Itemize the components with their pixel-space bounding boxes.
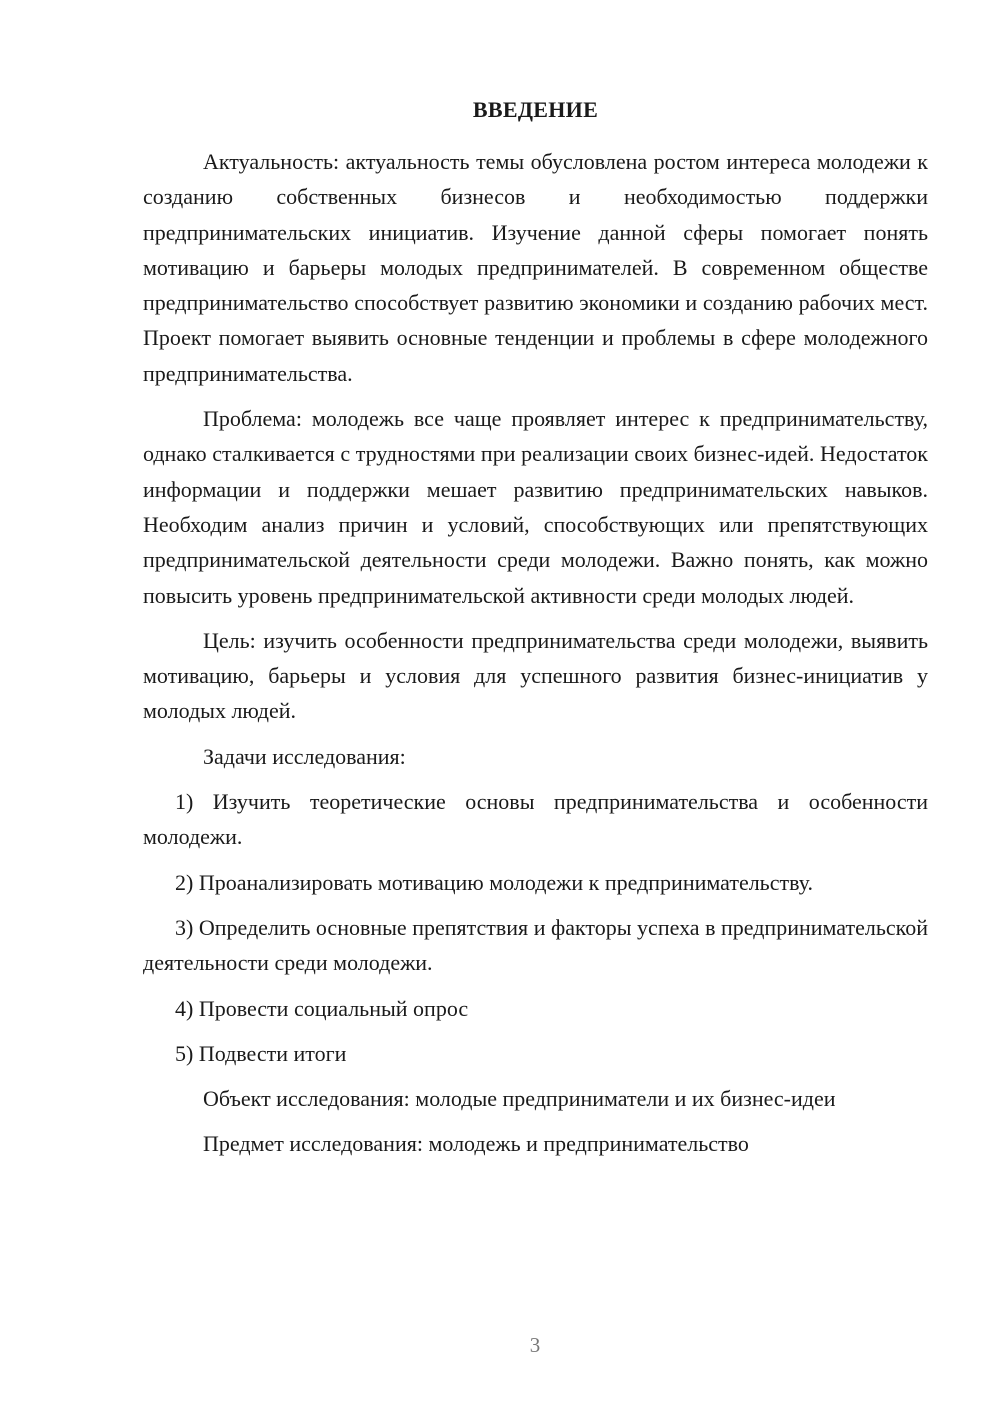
task-item-1: 1) Изучить теоретические основы предпринимательства и особенности молодежи. bbox=[143, 789, 928, 850]
tasks-heading: Задачи исследования: bbox=[203, 743, 406, 769]
document-page bbox=[143, 92, 928, 1172]
task-item-5: 5) Подвести итоги bbox=[175, 1040, 347, 1066]
task-item-4: 4) Провести социальный опрос bbox=[175, 995, 469, 1021]
research-object: Объект исследования: молодые предприниматели и их бизнес-идеи bbox=[203, 1086, 836, 1112]
page-number: 3 bbox=[529, 1333, 541, 1357]
relevance-paragraph: Актуальность: актуальность темы обусловлена ростом интереса молодежи к созданию собственных бизнесов и необходимостью поддержки предпринимательских инициатив. Изучение данной сферы помогает понять мотивацию и барьеры молодых предпринимателей. В современном обществе предпринимательство способствует развитию экономики и созданию рабочих мест. Проект помогает выявить основные тенденции и проблемы в сфере молодежного предпринимательства. bbox=[143, 149, 928, 386]
task-item-3: 3) Определить основные препятствия и факторы успеха в предпринимательской деятельности среди молодежи. bbox=[143, 914, 928, 976]
section-title: ВВЕДЕНИЕ bbox=[472, 97, 599, 122]
task-item-2: 2) Проанализировать мотивацию молодежи к предпринимательству. bbox=[175, 869, 814, 895]
problem-paragraph: Проблема: молодежь все чаще проявляет интерес к предпринимательству, однако сталкивается с трудностями при реализации своих бизнес-идей. Недостаток информации и поддержки мешает развитию предпринимательских навыков. Необходим анализ причин и условий, способствующих или препятствующих предпринимательской деятельности среди молодежи. Важно понять, как можно повысить уровень предпринимательской активности среди молодых людей. bbox=[143, 406, 928, 608]
research-subject: Предмет исследования: молодежь и предпринимательство bbox=[203, 1131, 749, 1157]
goal-paragraph: Цель: изучить особенности предпринимательства среди молодежи, выявить мотивацию, барьеры и условия для успешного развития бизнес-инициатив у молодых людей. bbox=[143, 627, 928, 724]
